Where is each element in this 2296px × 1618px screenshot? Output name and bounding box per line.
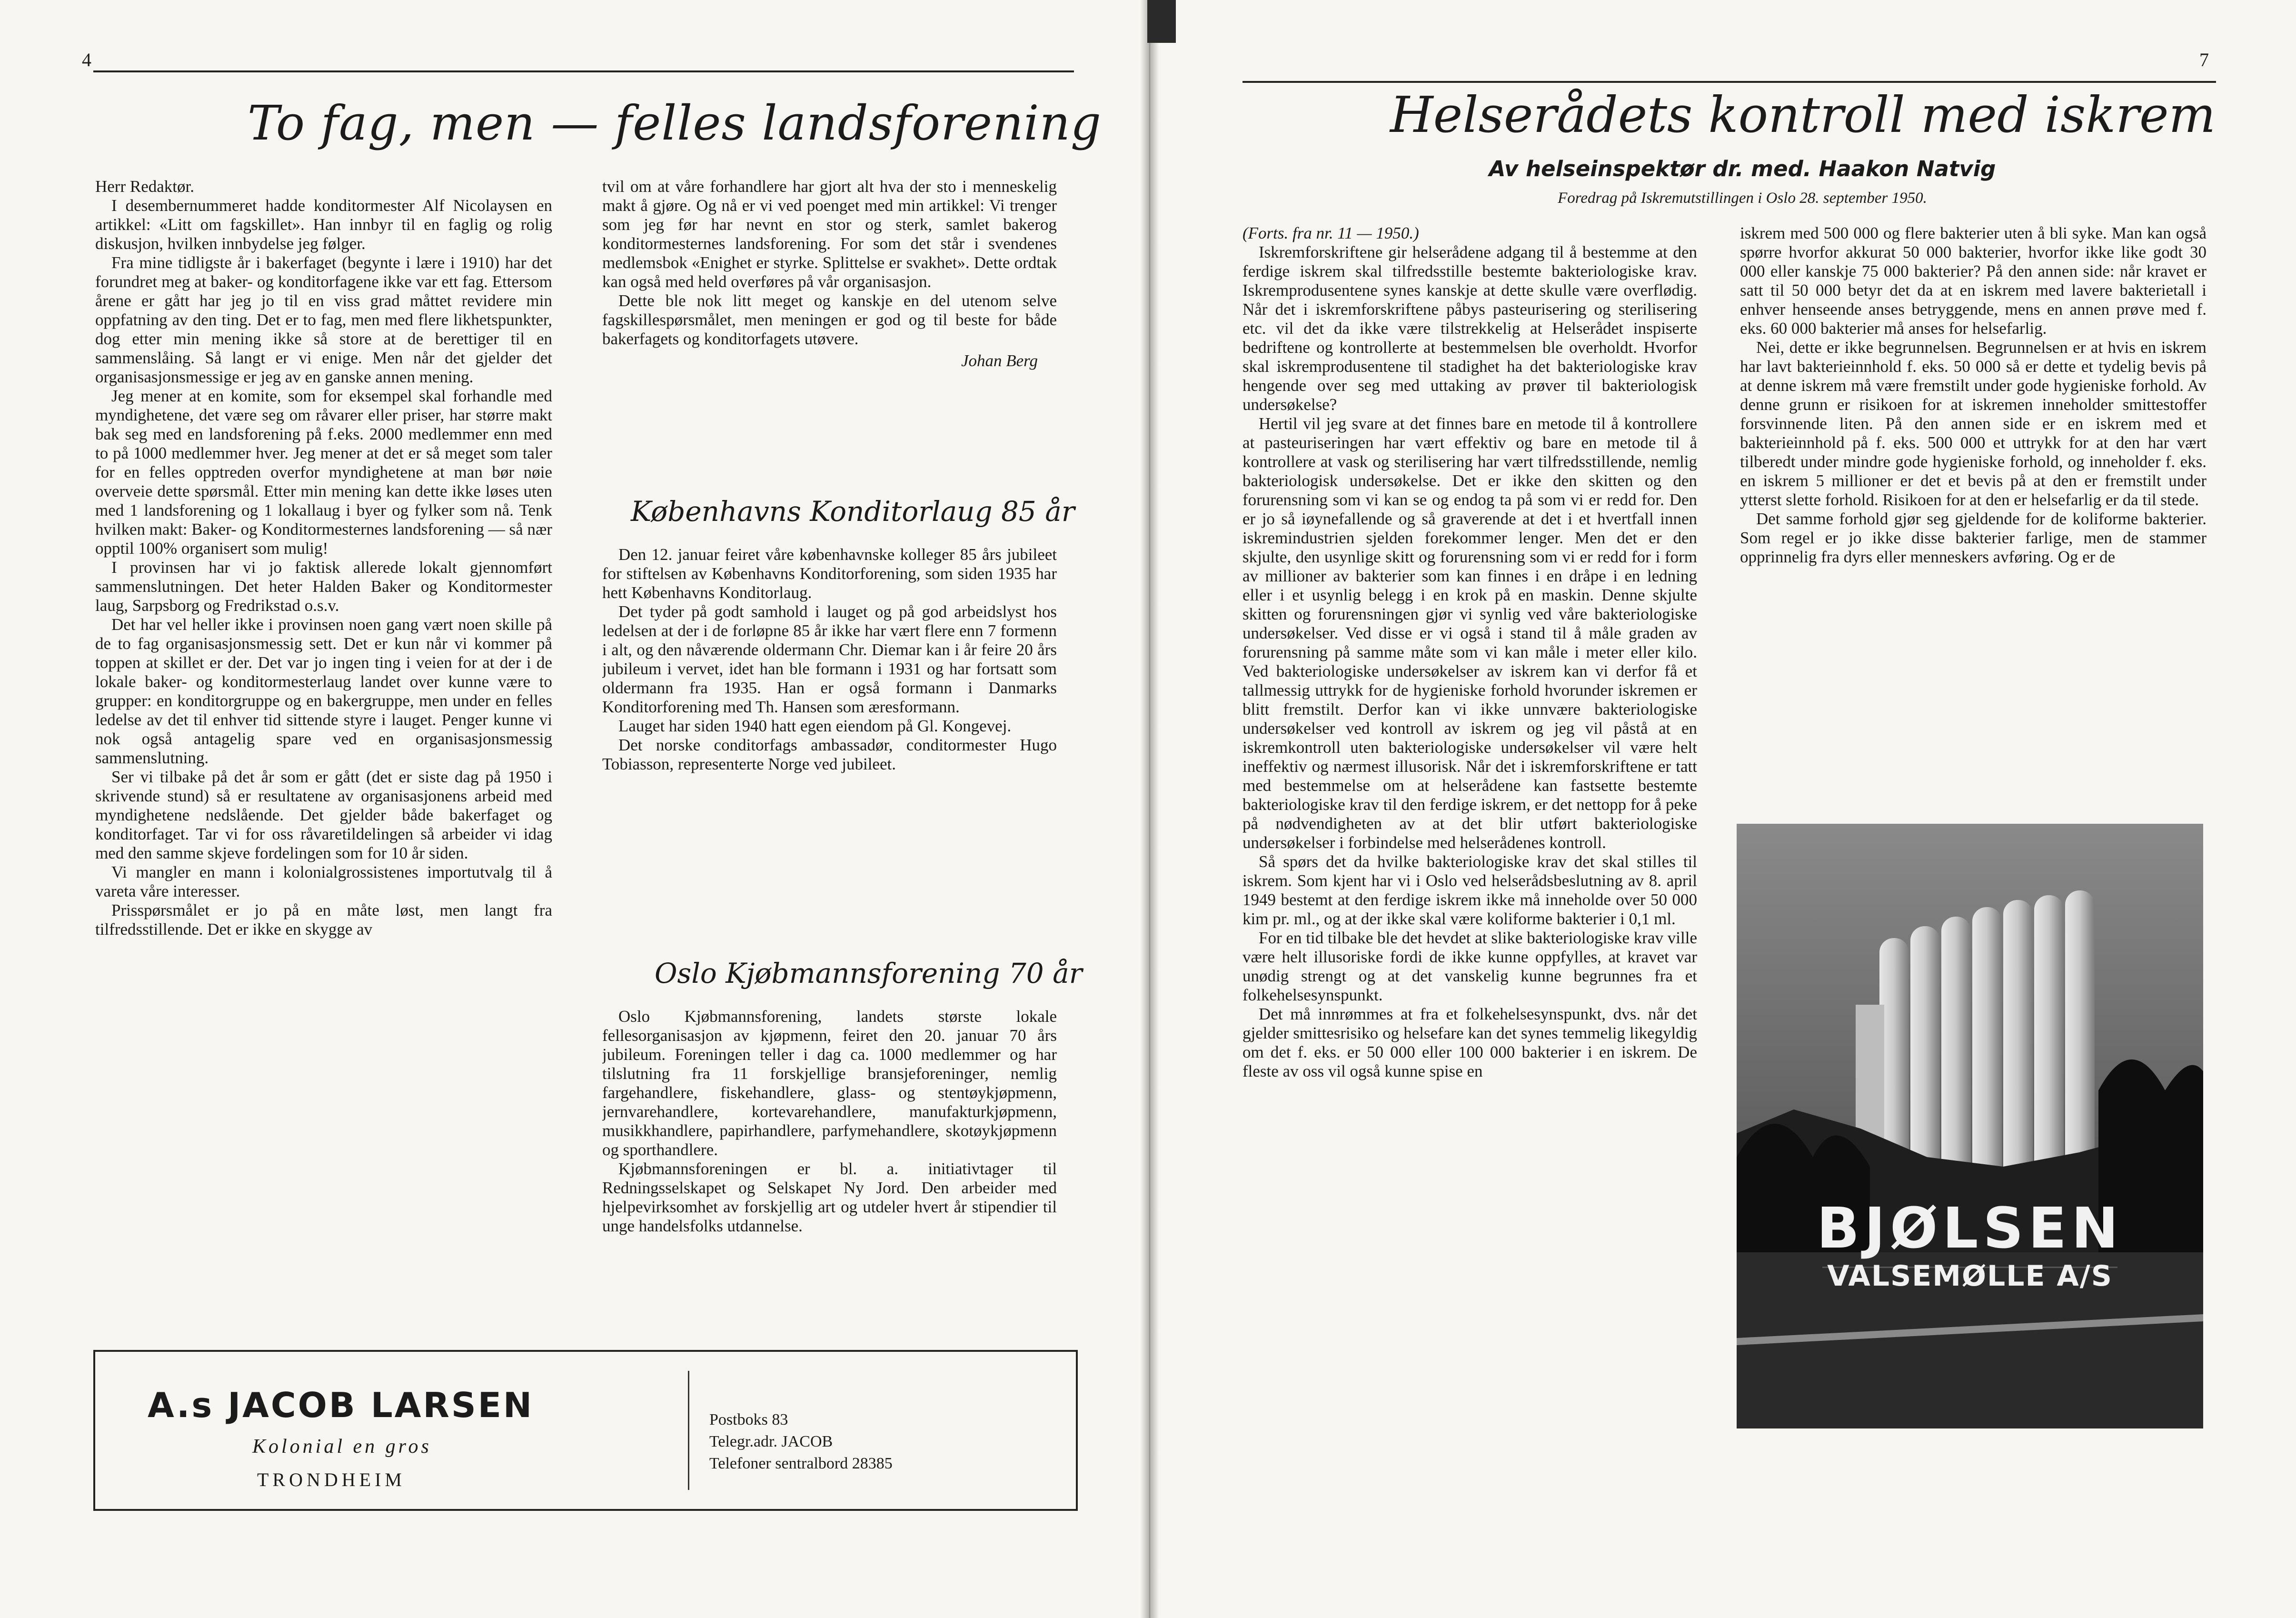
paragraph: Fra mine tidligste år i bakerfaget (begynte i lære i 1910) har det forundret meg at baker- og konditorfagene ikke var ett fag. Ettersom årene er gått har jeg jo til en viss grad måttet revidere min oppfatning av den ting. Det er to fag, men med flere likhetspunkter, dog etter min mening ikke så store at de berettiger til en sammenslåing. Så langt er vi enige. Men når det gjelder det organisasjonsmessige er jeg av en ganske annen mening.: [95, 253, 552, 386]
paragraph: iskrem med 500 000 og flere bakterier uten å bli syke. Man kan også spørre hvorfor akkurat 50 000 bakterier, hvorfor ikke like godt 30 000 eller kanskje 75 000 bakterier? På den annen side: når kravet er satt til 50 000 betyr det da at en iskrem med lavere bakterietall i enhver henseende anses betryggende, mens en annen prøve med f. eks. 60 000 bakterier må anses for helsefarlig.: [1740, 224, 2207, 338]
header-rule-left: [93, 70, 1074, 72]
ad-company-name: A.s JACOB LARSEN: [148, 1385, 534, 1425]
article-title-right: Helserådets kontroll med iskrem: [1390, 86, 2216, 144]
paragraph: Det norske conditorfags ambassadør, conditormester Hugo Tobiasson, representerte Norge ved jubileet.: [602, 736, 1057, 773]
signature: Johan Berg: [961, 351, 1038, 370]
paragraph: Det samme forhold gjør seg gjeldende for de koliforme bakterier. Som regel er jo ikke disse bakterier farlige, men de stammer opprinnelig fra dyrs eller menneskers avføring. Og er de: [1740, 509, 2207, 566]
right-column-1: [1242, 224, 1697, 1533]
paragraph: Prisspørsmålet er jo på en måte løst, men langt fra tilfredsstillende. Det er ikke en skygge av: [95, 901, 552, 939]
silo-photo-illustration: [1737, 824, 2203, 1428]
advertisement-jacob-larsen: [93, 1350, 1078, 1511]
paragraph: Nei, dette er ikke begrunnelsen. Begrunnelsen er at hvis en iskrem har lavt bakterieinnhold f. eks. 50 000 så er dette et tydelig bevis på at denne iskrem må være fremstilt under gode hygieniske forhold. Av denne grunn er risikoen for at iskremen inneholder smittestoffer forsvinnende liten. På den annen side er en iskrem med et bakterieinnhold på f. eks. 500 000 et uttrykk for at den har vært tilberedt under mindre gode hygieniske forhold, og inneholder f. eks. en iskrem 5 millioner er det et bevis på at den er fremstilt under ytterst slette forhold. Risikoen for at den er helsefarlig er da til stede.: [1740, 338, 2207, 509]
paragraph: Lauget har siden 1940 hatt egen eiendom på Gl. Kongevej.: [618, 717, 1012, 735]
paragraph: Så spørs det da hvilke bakteriologiske krav det skal stilles til iskrem. Som kjent har vi i Oslo ved helserådsbeslutning av 8. april 1949 bestemt at den ferdige iskrem ikke må inneholde over 50 000 kim pr. ml., og at der ikke skal være koliforme bakterier i 0,1 ml.: [1242, 852, 1697, 928]
ad-telegram: Telegr.adr. JACOB: [709, 1433, 833, 1450]
ad-phone: Telefoner sentralbord 28385: [709, 1455, 893, 1472]
ad-brand-subtitle: VALSEMØLLE A/S: [1827, 1259, 2113, 1293]
ad-contact: [709, 1409, 893, 1475]
paragraph: Det må innrømmes at fra et folkehelsesynspunkt, dvs. når det gjelder smittesrisiko og helsefare kan det synes temmelig likegyldig om det f. eks. er 50 000 eller 100 000 bakterier i en iskrem. De fleste av oss vil også kunne spise en: [1242, 1005, 1697, 1080]
paragraph: I desembernummeret hadde konditormester Alf Nicolaysen en artikkel: «Litt om fagskillet». Han innbyr til en faglig og rolig diskusjon, hvilken innbydelse jeg følger.: [95, 196, 552, 253]
binding-tab: [1147, 0, 1176, 43]
ad-divider: [688, 1371, 689, 1490]
byline: Av helseinspektør dr. med. Haakon Natvig: [1489, 156, 1996, 181]
left-column-1: [95, 177, 552, 1320]
ad-brand-name: BJØLSEN: [1817, 1195, 2123, 1261]
paragraph: Jeg mener at en komite, som for eksempel skal forhandle med myndighetene, det være seg om råvarer eller priser, har større makt bak seg med en landsforening på f.eks. 2000 medlemmer enn med to på 1000 medlemmer hver. Jeg mener at det er så meget som taler for en felles opptreden overfor myndighetene at man bør nøie overveie dette spørsmål. Etter min mening kan dette ikke løses uten med 1 landsforening og 1 lokallaug i byer og fylker som nå. Tenk hvilken makt: Baker- og Konditormesternes landsforening — så nær opptil 100% organisert som mulig!: [95, 387, 552, 558]
paragraph: Det har vel heller ikke i provinsen noen gang vært noen skille på de to fag organisasjonsmessig sett. Det er kun når vi kommer på toppen at skillet er der. Det var jo ingen ting i veien for at der i de lokale baker- og konditormesterlaug landet over kunne være to grupper: en konditorgruppe og en bakergruppe, men under en felles ledelse av det til enhver tid sittende styre i lauget. Penger kunne vi nok også antagelig spare ved en organisasjonsmessig sammenslutning.: [95, 615, 552, 767]
section-title-kobenhavn: Københavns Konditorlaug 85 år: [631, 495, 1075, 528]
paragraph: Kjøbmannsforeningen er bl. a. initiativtager til Redningsselskapet og Selskapet Ny Jord. Den arbeider med hjelpevirksomhet av forskjellig art og utdeler hvert år stipendier til unge handelsfolks utdannelse.: [602, 1159, 1057, 1235]
paragraph: Herr Redaktør.: [95, 177, 194, 196]
ad-postbox: Postboks 83: [709, 1411, 788, 1428]
paragraph: Hertil vil jeg svare at det finnes bare en metode til å kontrollere at pasteuriseringen har vært effektiv og bare en metode til å kontrollere at vask og sterilisering har vært tilfredsstillende, nemlig bakteriologisk undersøkelse. Det er ikke den skitten og den forurensning som vi kan se og endog ta på som vi er redd for. Den er jo så iøynefallende og så graverende at det i et hvertfall innen iskremindustrien sjelden forekommer lenger. Men det er den skjulte, den usynlige skitt og forurensning som vi er redd for i form av millioner av bakterier som kan finnes i en dråpe i en ledning eller i et usynlig belegg i en krok på en maskin. Denne skjulte skitten og forurensningen gjør vi synlig ved våre bakteriologiske undersøkelser. Ved disse er vi også i stand til å måle graden av forurensning på samme måte som vi kan måle i meter eller kilo. Ved bakteriologiske undersøkelser av iskrem kan vi derfor få et tallmessig uttrykk for de hygieniske forhold hvorunder iskremen er blitt fremstilt. Derfor kan vi ikke unnvære bakteriologiske undersøkelser ved kontroll av iskrem og jeg vil påstå at en iskremkontroll uten bakteriologiske undersøkelser vil være helt ineffektiv og nærmest illusorisk. Når det i iskremforskriftene er tatt med bestemmelse om at helserådene kan fastsette bestemte bakteriologiske krav til den ferdige iskrem, er det nettopp for å peke på nødvendigheten av at det blir utført bakteriologiske undersøkelser i forbindelse med helserådenes kontroll.: [1242, 414, 1697, 852]
paragraph: Den 12. januar feiret våre københavnske kolleger 85 års jubileet for stiftelsen av Københavns Konditorforening, som siden 1935 har hett Københavns Konditorlaug.: [602, 545, 1057, 602]
venue-line: Foredrag på Iskremutstillingen i Oslo 28. september 1950.: [1558, 190, 1927, 207]
section-body-oslo: [602, 1007, 1057, 1331]
article-title-left: To fag, men — felles landsforening: [248, 95, 1102, 151]
paragraph: For en tid tilbake ble det hevdet at slike bakteriologiske krav ville være helt illusoriske fordi de ikke kunne oppfylles, at kravet var unødig strengt og at det vanskelig kunne begrunnes fra et folkehelsesynspunkt.: [1242, 929, 1697, 1004]
section-body-kobenhavn: [602, 545, 1057, 950]
paragraph: Ser vi tilbake på det år som er gått (det er siste dag på 1950 i skrivende stund) så er resultatene av organisasjonens arbeid med myndighetene nedslående. Det gjelder både bakerfaget og konditorfaget. Tar vi for oss råvaretildelingen så arbeider vi idag med den samme skjeve fordelingen som for 10 år siden.: [95, 768, 552, 862]
left-column-2-top: [602, 177, 1057, 453]
paragraph: Vi mangler en mann i kolonialgrossistenes importutvalg til å vareta våre interesser.: [95, 863, 552, 900]
right-column-2: [1740, 224, 2207, 809]
header-rule-right: [1242, 81, 2216, 83]
ad-subtitle: Kolonial en gros: [252, 1436, 432, 1458]
binding-gutter: [1140, 0, 1159, 1618]
paragraph: Dette ble nok litt meget og kanskje en del utenom selve fagskillespørsmålet, men meningen er god og til beste for både bakerfagets og konditorfagets utøvere.: [602, 291, 1057, 348]
page-number-left: 4: [82, 49, 91, 70]
paragraph: Det tyder på godt samhold i lauget og på god arbeidslyst hos ledelsen at der i de forløpne 85 år ikke har vært flere enn 7 formenn i alt, og den nåværende oldermann Chr. Diemar kan i år feire 20 års jubileum i vervet, idet han ble formann i 1931 og har fortsatt som oldermann fra 1935. Han er også formann i Danmarks Konditorforening med Th. Hansen som æresformann.: [602, 602, 1057, 716]
paragraph: I provinsen har vi jo faktisk allerede lokalt gjennomført sammenslutningen. Det heter Halden Baker og Konditormester laug, Sarpsborg og Fredrikstad o.s.v.: [95, 558, 552, 615]
continued-note: (Forts. fra nr. 11 — 1950.): [1242, 224, 1419, 242]
paragraph: Oslo Kjøbmannsforening, landets største lokale fellesorganisasjon av kjøpmenn, feiret den 20. januar 70 års jubileum. Foreningen teller i dag ca. 1000 medlemmer og har tilslutning fra 11 forskjellige bransjeforeninger, nemlig fargehandlere, fiskehandlere, glass- og stentøykjøpmenn, jernvarehandlere, kortevarehandlere, manufakturkjøpmenn, musikkhandlere, papirhandlere, parfymehandlere, skotøykjøpmenn og sporthandlere.: [602, 1007, 1057, 1159]
page-number-right: 7: [2199, 49, 2209, 70]
paragraph: tvil om at våre forhandlere har gjort alt hva der sto i menneskelig makt å gjøre. Og nå er vi ved poenget med min artikkel: Vi trenger som jeg før har nevnt en stor og sterk, samlet bakerog konditormesternes landsforening. For som det står i svendenes medlemsbok «Enighet er styrke. Splittelse er svakhet». Dette ordtak kan også med held overføres på vår organisasjon.: [602, 177, 1057, 291]
paragraph: Iskremforskriftene gir helserådene adgang til å bestemme at den ferdige iskrem skal tilfredsstille bestemte bakteriologiske krav. Iskremprodusentene synes kanskje at dette skulle være overflødig. Når det i iskremforskriftene påbys pasteurisering og sterilisering etc. vil det da ikke være tilstrekkelig at Helserådet inspiserte bedriftene og kontrollerte at bestemmelsen ble overholdt. Hvorfor skal iskremprodusentene til stadighet ha det bakteriologiske krav hengende over seg med uttaking av prøver til bakteriologisk undersøkelse?: [1242, 243, 1697, 414]
ad-city: TRONDHEIM: [257, 1469, 406, 1490]
section-title-oslo: Oslo Kjøbmannsforening 70 år: [655, 957, 1083, 989]
advertisement-bjolsen-photo: [1737, 824, 2203, 1428]
